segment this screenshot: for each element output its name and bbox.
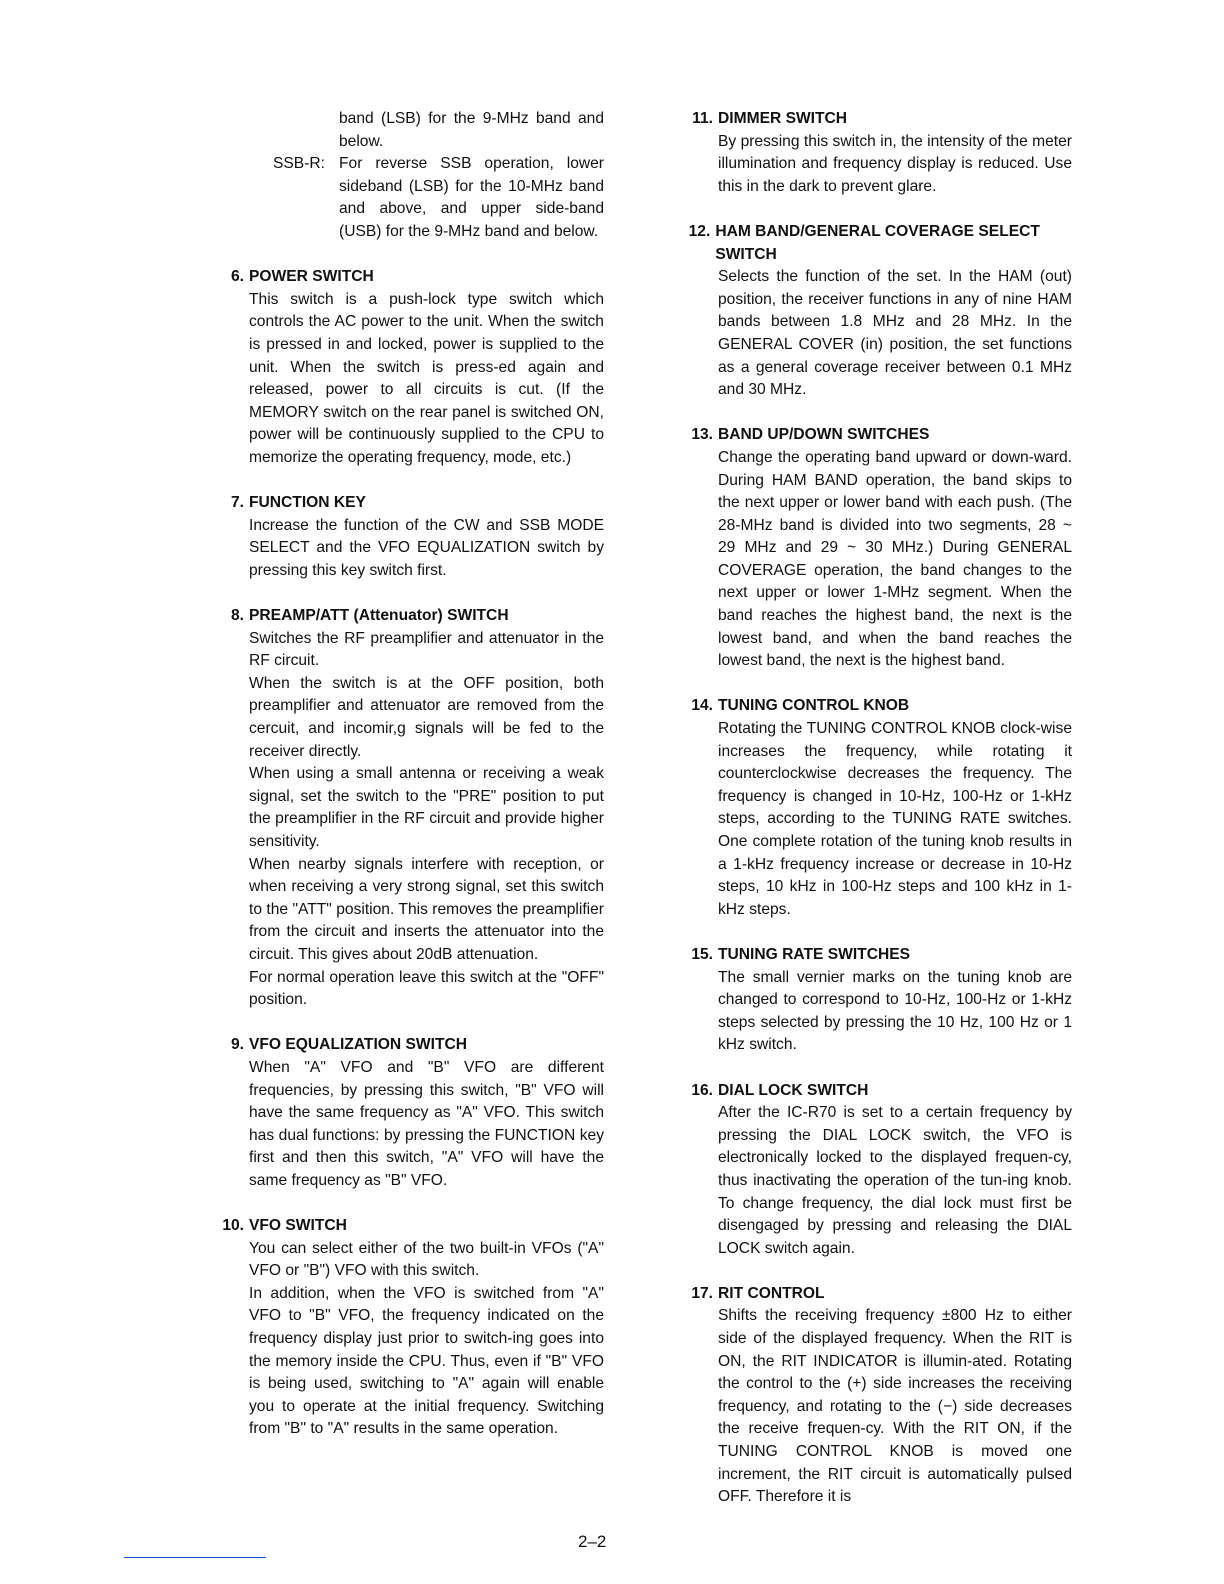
section-number: 10. [222,1217,244,1235]
section-title: TUNING CONTROL KNOB [718,697,910,715]
section-paragraph: Switches the RF preamplifier and attenuator in the RF circuit. [249,629,604,670]
section-10 [218,1215,604,1441]
section-number: 15. [691,945,713,963]
continuation-lead-text: band (LSB) for the 9-MHz band and below. [339,110,604,150]
section-paragraph: Increase the function of the CW and SSB MODE SELECT and the VFO EQUALIZATION switch by pressing this key switch first. [249,516,604,579]
section-number: 14. [691,697,713,715]
section-number: 8. [230,607,244,625]
section-paragraph: Selects the function of the set. In the HAM (out) position, the receiver functions in any of nine HAM bands between 1.8 MHz and 28 MHz. In the GENERAL COVER (in) position, the set functions as a general coverage receiver between 0.1 MHz and 30 MHz. [718,268,1072,399]
section-body [718,967,1072,1057]
ssb-r-label: SSB-R: [273,155,325,173]
section-number: 7. [230,494,244,512]
section-title: RIT CONTROL [718,1284,825,1302]
left-sections [218,266,604,1441]
section-body [249,289,604,470]
right-column [682,108,1072,1531]
section-paragraph: For normal operation leave this switch at the "OFF" position. [249,968,604,1009]
section-number: 11. [692,110,713,127]
section-heading [218,1034,604,1057]
section-title: HAM BAND/GENERAL COVERAGE SELECT SWITCH [715,222,1040,263]
section-6 [218,266,604,469]
section-title: VFO SWITCH [249,1217,347,1235]
section-heading [682,1080,1072,1103]
section-11 [682,108,1072,198]
section-heading [218,492,604,515]
section-9 [218,1034,604,1192]
section-number: 16. [691,1081,713,1099]
section-paragraph: When the switch is at the OFF position, both preamplifier and attenuator are removed from the cercuit, and incomir,g signals will be fed to the receiver directly. [249,674,604,760]
section-heading [682,424,1072,447]
right-sections [682,108,1072,1509]
section-16 [682,1080,1072,1261]
section-15 [682,944,1072,1057]
section-paragraph: After the IC-R70 is set to a certain frequency by pressing the DIAL LOCK switch, the VFO is electronically locked to the displayed frequen-cy, thus inactivating the operation of the tun-ing knob. To change frequency, the dial lock must first be disengaged by pressing and releasing the DIAL LOCK switch again. [718,1104,1072,1257]
section-17 [682,1283,1072,1509]
section-heading [218,605,604,628]
section-title: DIAL LOCK SWITCH [718,1081,869,1099]
left-column [218,108,604,1464]
section-number: 9. [230,1036,244,1054]
section-number: 13. [691,426,713,444]
section-paragraph: You can select either of the two built-in VFOs ("A" VFO or "B") VFO with this switch. [249,1239,604,1280]
section-heading [682,944,1072,967]
section-body [249,1057,604,1193]
section-heading [218,266,604,289]
section-heading [682,1283,1072,1306]
section-paragraph: By pressing this switch in, the intensity of the meter illumination and frequency display is reduced. Use this in the dark to prevent glare. [718,132,1072,195]
section-12 [682,221,1072,402]
section-7 [218,492,604,582]
section-number: 6. [230,268,244,286]
section-paragraph: The small vernier marks on the tuning knob are changed to correspond to 10-Hz, 100-Hz or 1-kHz steps selected by pressing the 10 Hz, 100 Hz or 1 kHz switch. [718,968,1072,1054]
section-heading [682,695,1072,718]
section-8 [218,605,604,1012]
section-title: PREAMP/ATT (Attenuator) SWITCH [249,607,509,625]
section-body [718,1305,1072,1508]
section-body [249,1238,604,1441]
section-title: POWER SWITCH [249,268,374,286]
section-paragraph: When nearby signals interfere with reception, or when receiving a very strong signal, set this switch to the "ATT" position. This removes the preamplifier from the circuit and inserts the attenuator into the circuit. This gives about 20dB attenuation. [249,855,604,963]
section-heading [682,108,1072,131]
section-number: 12. [688,222,711,240]
continuation-block [218,108,604,244]
section-title: FUNCTION KEY [249,494,366,512]
section-paragraph: Shifts the receiving frequency ±800 Hz to either side of the displayed frequency. When the RIT is ON, the RIT INDICATOR is illumin-ated. Rotating the control to the (+) side increases the receiving frequency, and rotating to the (−) side decreases the receive frequen-cy. With the RIT ON, if the TUNING CONTROL KNOB is moved one increment, the RIT circuit is automatically pulsed OFF. Therefore it is [718,1307,1072,1506]
section-body [718,447,1072,673]
section-paragraph: In addition, when the VFO is switched from "A" VFO to "B" VFO, the frequency indicated on the frequency display just prior to switch-ing goes into the memory inside the CPU. Thus, even if "B" VFO is being used, switching to "A" again will enable you to operate at the initial frequency. Switching from "B" to "A" results in the same operation. [249,1284,604,1438]
section-number: 17. [691,1284,713,1302]
section-body [718,131,1072,199]
ssb-r-text: For reverse SSB operation, lower sideband (LSB) for the 10-MHz band and above, and upper side-band (USB) for the 9-MHz band and below. [339,155,604,240]
section-paragraph: This switch is a push-lock type switch which controls the AC power to the unit. When the switch is pressed in and locked, power is supplied to the unit. When the switch is press-ed again and released, power to all circuits is cut. (If the MEMORY switch on the rear panel is switched ON, power will be continuously supplied to the CPU to memorize the operating frequency, mode, etc.) [249,290,604,466]
section-body [718,1102,1072,1260]
section-heading [218,1215,604,1238]
section-paragraph: When "A" VFO and "B" VFO are different frequencies, by pressing this switch, "B" VFO will have the same frequency as "A" VFO. This switch has dual functions: by pressing the FUNCTION key first and then this switch, "A" VFO will have the same frequency as "B" VFO. [249,1058,604,1189]
section-paragraph: Rotating the TUNING CONTROL KNOB clock-wise increases the frequency, while rotating it counterclockwise decreases the frequency. The frequency is changed in 10-Hz, 100-Hz or 1-kHz steps, according to the TUNING RATE switches. One complete rotation of the tuning knob results in a 1-kHz frequency increase or decrease in 10-Hz steps, 10 kHz in 100-Hz steps and 100 kHz in 1-kHz steps. [718,720,1072,918]
section-heading [682,221,1072,266]
section-body [249,628,604,1012]
section-body [249,515,604,583]
section-paragraph: When using a small antenna or receiving a weak signal, set the switch to the "PRE" position to put the preamplifier in the RF circuit and provide higher sensitivity. [249,765,604,850]
section-title: BAND UP/DOWN SWITCHES [718,426,930,444]
section-paragraph: Change the operating band upward or down-ward. During HAM BAND operation, the band skips to the next upper or lower band with each push. (The 28-MHz band is divided into two segments, 28 ~ 29 MHz and 29 ~ 30 MHz.) During GENERAL COVERAGE operation, the band changes to the next upper or lower 1-MHz segment. When the band reaches the highest band, the next is the lowest band, and when the band reaches the lowest band, the next is the highest band. [718,448,1072,670]
section-title: DIMMER SWITCH [718,110,848,127]
section-14 [682,695,1072,921]
footer-rule [124,1557,266,1558]
section-title: VFO EQUALIZATION SWITCH [249,1036,468,1054]
section-13 [682,424,1072,673]
section-body [718,266,1072,402]
page-number: 2–2 [578,1532,607,1551]
section-body [718,718,1072,921]
section-title: TUNING RATE SWITCHES [718,945,911,963]
